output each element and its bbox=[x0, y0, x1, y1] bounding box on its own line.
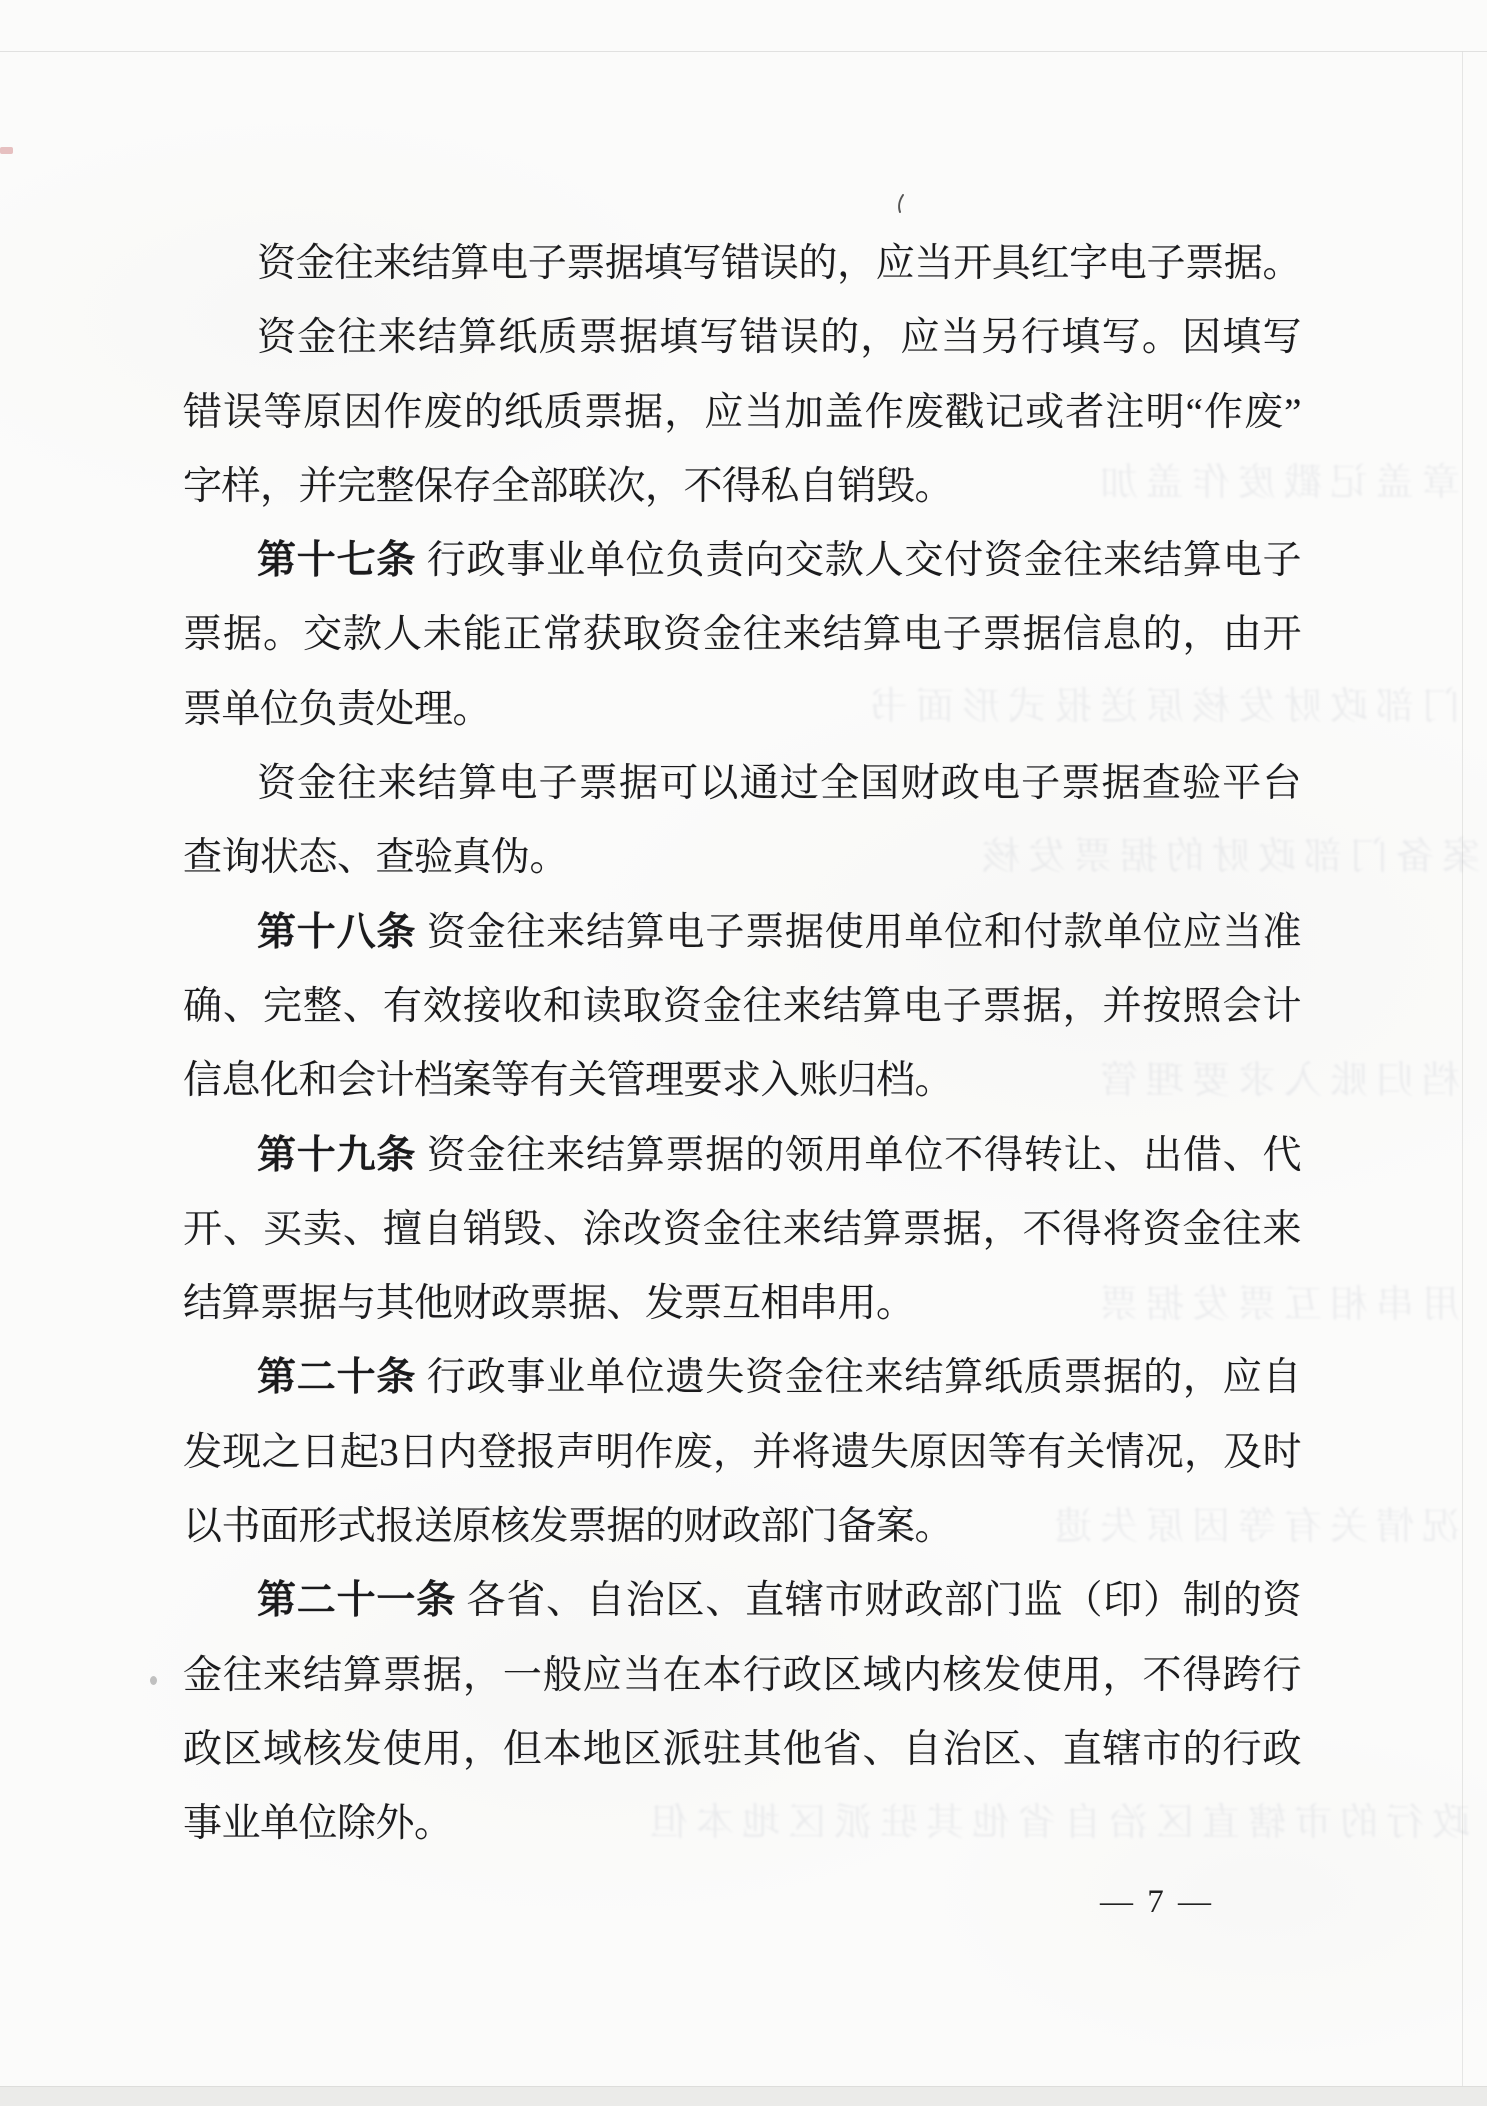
bleed-through-text: 案备门部政财的据票发核 bbox=[973, 836, 1480, 878]
line-text: 以书面形式报送原核发票据的财政部门备案。 bbox=[183, 1505, 954, 1549]
ink-dot bbox=[150, 1676, 157, 1685]
article-number: 第二十一条 bbox=[257, 1579, 456, 1623]
text-line bbox=[183, 1490, 1301, 1564]
line-text: 结算票据与其他财政票据、发票互相串用。 bbox=[183, 1282, 915, 1326]
bleed-through-text: 况情关有等因原失遗 bbox=[1045, 1506, 1460, 1548]
bleed-through-text: 门部政财发核原送报式形面书 bbox=[861, 686, 1460, 728]
text-line bbox=[183, 1713, 1301, 1787]
text-line bbox=[183, 450, 1301, 524]
bleed-through-text: 章盖记戳废作盖加 bbox=[1091, 462, 1460, 504]
article-number: 第二十条 bbox=[257, 1356, 417, 1400]
scan-top-hairline bbox=[0, 51, 1487, 52]
text-line bbox=[183, 1639, 1301, 1713]
text-line bbox=[183, 1193, 1301, 1267]
line-text: 开、买卖、擅自销毁、涂改资金往来结算票据，不得将资金往来 bbox=[183, 1207, 1301, 1251]
red-edge-mark bbox=[0, 147, 13, 154]
line-text: 行政事业单位负责向交款人交付资金往来结算电子 bbox=[416, 539, 1301, 583]
line-text: 信息化和会计档案等有关管理要求入账归档。 bbox=[183, 1059, 954, 1103]
text-line bbox=[183, 227, 1301, 301]
bleed-through-text: 档归账入求要理管 bbox=[1091, 1060, 1460, 1102]
line-text: 事业单位除外。 bbox=[183, 1802, 453, 1846]
text-line bbox=[183, 1044, 1301, 1118]
line-text: 确、完整、有效接收和读取资金往来结算电子票据，并按照会计 bbox=[183, 984, 1301, 1028]
bleed-through-text: 用串相互票发据票 bbox=[1091, 1284, 1460, 1326]
text-line bbox=[183, 376, 1301, 450]
text-line bbox=[183, 524, 1301, 598]
text-line bbox=[183, 970, 1301, 1044]
text-line bbox=[183, 1416, 1301, 1490]
line-text: 字样，并完整保存全部联次，不得私自销毁。 bbox=[183, 464, 954, 508]
stray-quote-mark bbox=[893, 193, 907, 220]
line-text: 各省、自治区、直辖市财政部门监（印）制的资 bbox=[456, 1579, 1301, 1623]
line-text: 资金往来结算电子票据填写错误的，应当开具红字电子票据。 bbox=[257, 242, 1301, 285]
text-line bbox=[183, 673, 1301, 747]
line-text: 票据。交款人未能正常获取资金往来结算电子票据信息的，由开 bbox=[183, 613, 1301, 657]
line-text: 行政事业单位遗失资金往来结算纸质票据的，应自 bbox=[416, 1356, 1301, 1400]
scan-right-edge-line bbox=[1462, 51, 1463, 2088]
article-number: 第十七条 bbox=[257, 539, 417, 583]
text-line bbox=[183, 747, 1301, 821]
bleed-through-text: 政行的市辖直区治自省他其驻派区地本但 bbox=[641, 1802, 1470, 1844]
text-line bbox=[183, 301, 1301, 375]
scan-bottom-edge-shadow bbox=[0, 2086, 1487, 2106]
line-text: 政区域核发使用，但本地区派驻其他省、自治区、直辖市的行政 bbox=[183, 1727, 1301, 1771]
document-body bbox=[183, 227, 1301, 1862]
line-text: 资金往来结算电子票据可以通过全国财政电子票据查验平台 bbox=[257, 762, 1301, 806]
article-number: 第十八条 bbox=[257, 910, 417, 954]
text-line bbox=[183, 1119, 1301, 1193]
text-line bbox=[183, 1564, 1301, 1638]
line-text: 资金往来结算电子票据使用单位和付款单位应当准 bbox=[416, 910, 1301, 954]
text-line bbox=[183, 1267, 1301, 1341]
line-text: 错误等原因作废的纸质票据，应当加盖作废戳记或者注明“作废” bbox=[183, 390, 1301, 434]
line-text: 票单位负责处理。 bbox=[183, 687, 492, 731]
text-line bbox=[183, 1341, 1301, 1415]
text-line bbox=[183, 1787, 1301, 1861]
line-text: 发现之日起3日内登报声明作废，并将遗失原因等有关情况，及时 bbox=[183, 1430, 1301, 1474]
text-line bbox=[183, 821, 1301, 895]
line-text: 资金往来结算票据的领用单位不得转让、出借、代 bbox=[416, 1133, 1301, 1177]
article-number: 第十九条 bbox=[257, 1133, 417, 1177]
line-text: 资金往来结算纸质票据填写错误的，应当另行填写。因填写 bbox=[257, 316, 1301, 360]
text-line bbox=[183, 598, 1301, 672]
page-number: — 7 — bbox=[1100, 1884, 1214, 1920]
line-text: 金往来结算票据，一般应当在本行政区域内核发使用，不得跨行 bbox=[183, 1653, 1301, 1697]
line-text: 查询状态、查验真伪。 bbox=[183, 836, 569, 880]
text-line bbox=[183, 896, 1301, 970]
